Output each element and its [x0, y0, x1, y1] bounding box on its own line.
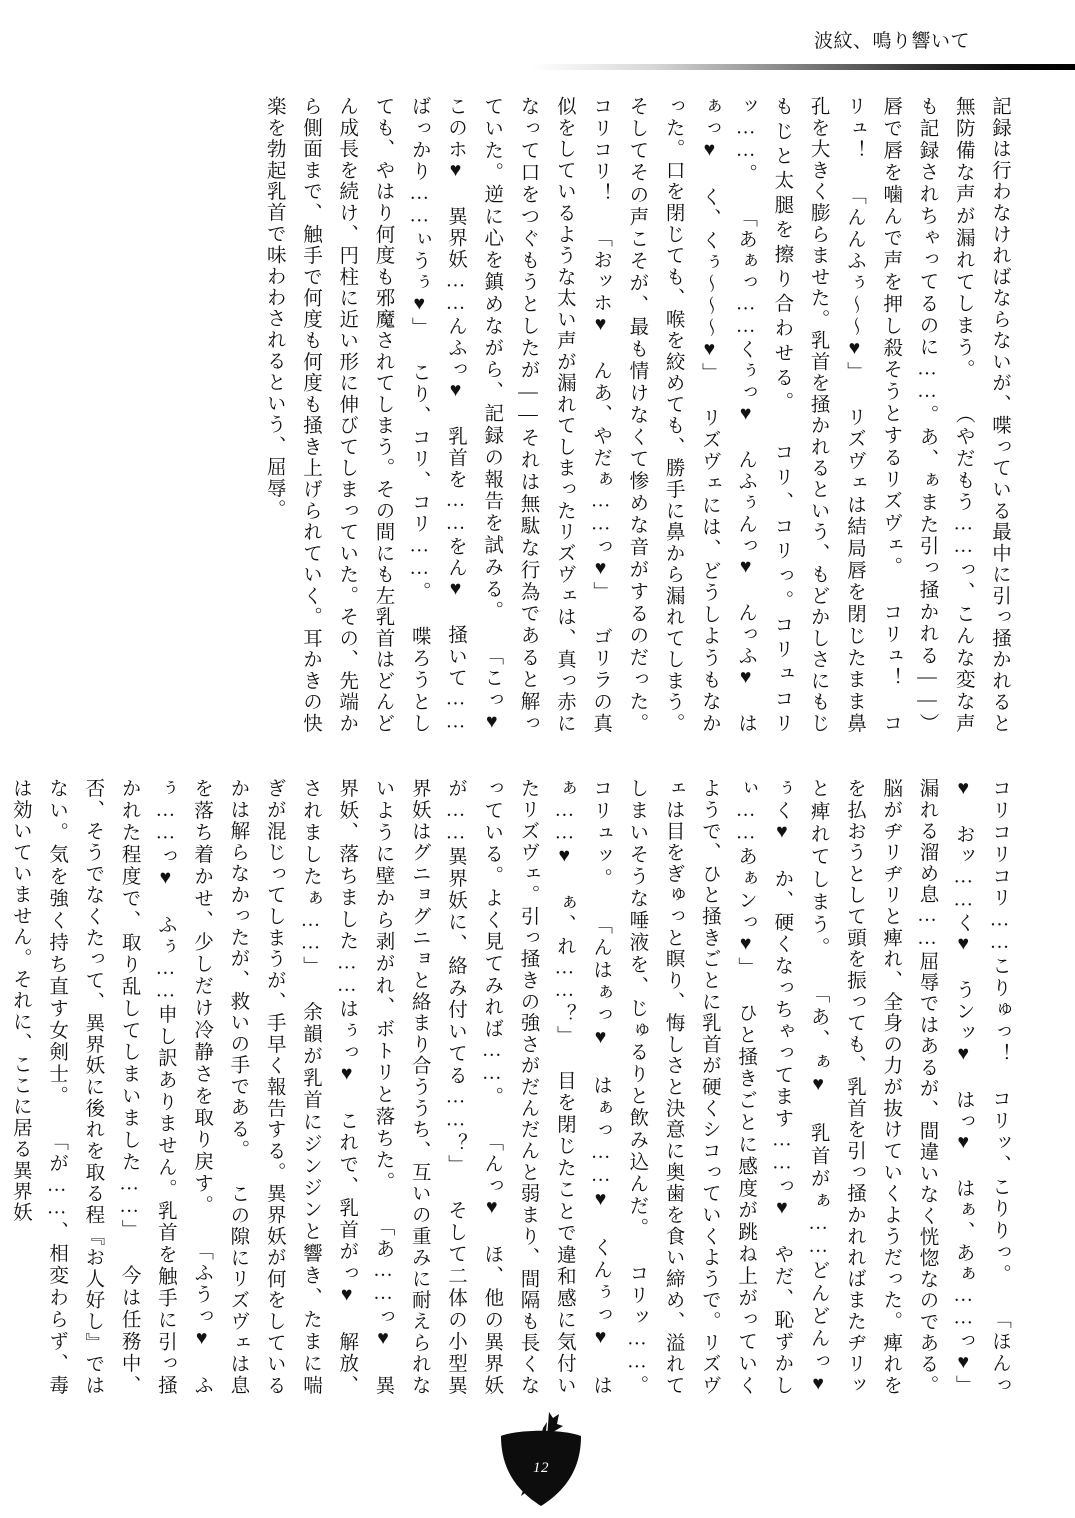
body-text-lower: [9, 778, 1017, 1396]
shield-icon: [487, 1404, 595, 1516]
paragraph-group-upper: 記録は行わなければならないが、喋っている最中に引っ掻かれると無防備な声が漏れてしまう。 （やだもう……っ、こんな変な声も記録されちゃってるのに……。あ、ぁまた引っ掻かれる――） 唇で唇を噛んで声を押し殺そうとするリズヴェ。 コリュ！ コリュ！ 「んんふぅ～～♥」 リズヴェは結局唇を閉じたまま鼻孔を大きく膨らませた。乳首を掻かれるという、もどかしさにもじもじと太腿を擦り合わせる。 コリ、コリっ。コリュコリッ……。 「あぁっ……くぅっ♥ んふぅんっ♥ んっふ♥ はぁっ♥ く、くぅ～～～♥」 リズヴェには、どうしようもなかった。口を閉じても、喉を絞めても、勝手に鼻から漏れてしまう。そしてその声こそが、最も情けなくて惨めな音がするのだった。 コリコリ！ 「おッホ♥ んあ、やだぁ……っ♥」 ゴリラの真似をしているような太い声が漏れてしまったリズヴェは、真っ赤になって口をつぐもうとしたが――それは無駄な行為であると解っていた。逆に心を鎮めながら、記録の報告を試みる。 「こっ♥ このホ♥ 異界妖……んふっ♥ 乳首を……をん♥ 掻いて……ばっかり……ぃうぅ♥」 こり、コリ、コリ……。 喋ろうとしても、やはり何度も邪魔されてしまう。その間にも左乳首はどんどん成長を続け、円柱に近い形に伸びてしまっていた。その、先端から側面まで、触手で何度も何度も掻き上げられていく。耳かきの快楽を勃起乳首で味わわされるという、屈辱。: [263, 96, 1010, 734]
page-number-ornament: [487, 1404, 595, 1516]
page-number: 12: [533, 1460, 549, 1476]
header-gradient-rule: [530, 64, 1075, 70]
body-text-upper: [59, 96, 1017, 734]
paragraph-group-lower: コリコリコリ……こりゅっ！ コリッ、こりりっ。 「ほんっ♥ おッ……く♥ うンッ♥ はっ♥ はぁ、あぁ……っ♥」 漏れる溜め息……屈辱ではあるが、間違いなく恍惚なのである。脳がヂリヂリと痺れ、全身の力が抜けていくようだった。痺れをを払おうとして頭を振っても、乳首を引っ掻かれればまたヂリッと痺れてしまう。 「あ、ぁ♥ 乳首がぁ……どんどんっ♥ ぅく♥ か、硬くなっちゃってます……っ♥ やだ、恥ずかしぃ……あぁンっ♥」 ひと掻きごとに感度が跳ね上がっていくようで、ひと掻きごとに乳首が硬くシコっていくようで。リズヴェは目をぎゅっと瞑り、悔しさと決意に奥歯を食い締め、溢れてしまいそうな唾液を、じゅるりと飲み込んだ。 コリッ……。コリュッ。 「んはぁっ♥ はぁっ……♥ くんぅっ♥ はぁ……♥ ぁ、れ……？」 目を閉じたことで違和感に気付いたリズヴェ。引っ掻きの強さがだんだんと弱まり、間隔も長くなっている。よく見てみれば……。 「んっ♥ ほ、他の異界妖が……異界妖に、絡み付いてる……？」 そして二体の小型異界妖はグニョグニョと絡まり合ううち、互いの重みに耐えられないように壁から剥がれ、ボトリと落ちた。 「あ……っ♥ 異界妖、落ちました……はぅっ♥ これで、乳首がっ♥ 解放、されましたぁ……」 余韻が乳首にジンジンと響き、たまに喘ぎが混じってしまうが、手早く報告する。異界妖が何をしているかは解らなかったが、救いの手である。 この隙にリズヴェは息を落ち着かせ、少しだけ冷静さを取り戻す。 「ふうっ♥ ふぅ……っ♥ ふぅ……申し訳ありません。乳首を触手に引っ掻かれた程度で、取り乱してしまいました……」 今は任務中、否、そうでなくたって、異界妖に後れを取る程『お人好し』ではない。気を強く持ち直す女剣士。 「が……、相変わらず、毒は効いていません。それに、ここに居る異界妖: [9, 778, 1010, 1396]
chapter-title: 波紋、鳴り響いて: [813, 31, 970, 52]
running-header: [0, 0, 1075, 80]
